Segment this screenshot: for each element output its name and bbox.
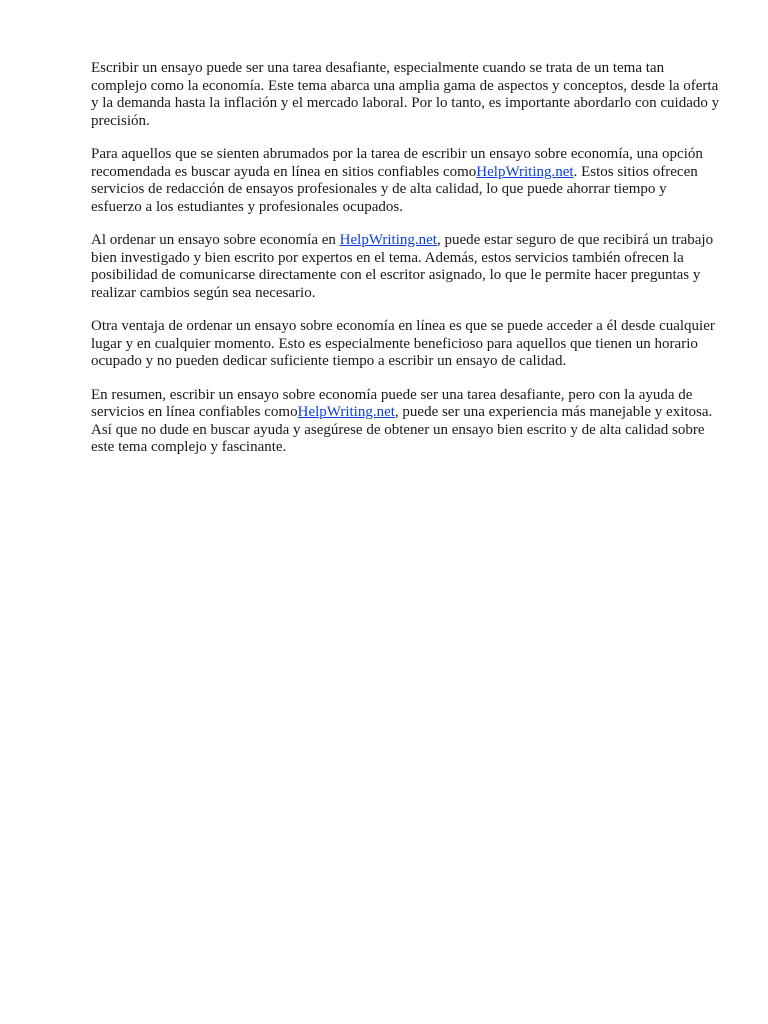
paragraph-advantage-text: Otra ventaja de ordenar un ensayo sobre economía en línea es que se puede acceder a él desde cualquier lugar y en cualquier momento. Esto es especialmente beneficioso para aquellos que tienen un horario ocupado y no pueden dedicar suficiente tiempo a escribir un ensayo de calidad. — [91, 318, 715, 369]
paragraph-summary-text-after: , puede ser una experiencia más manejable y exitosa. Así que no dude en buscar ayuda y asegúrese de obtener un ensayo bien escrito y de alta calidad sobre este tema complejo y fascinante. — [91, 404, 713, 455]
helpwriting-link-2[interactable]: HelpWriting.net — [339, 232, 437, 248]
helpwriting-link-1[interactable]: HelpWriting.net — [476, 163, 574, 180]
paragraph-ordering — [91, 232, 721, 302]
paragraph-intro — [91, 60, 721, 130]
paragraph-ordering-text-before: Al ordenar un ensayo sobre economía en — [91, 232, 340, 248]
paragraph-online-help — [91, 146, 721, 216]
paragraph-intro-text: Escribir un ensayo puede ser una tarea desafiante, especialmente cuando se trata de un tema tan complejo como la economía. Este tema abarca una amplia gama de aspectos y conceptos, desde la oferta y la demanda hasta la inflación y el mercado laboral. Por lo tanto, es importante abordarlo con cuidado y precisión. — [91, 60, 720, 129]
paragraph-summary-text-before: En resumen, escribir un ensayo sobre economía puede ser una tarea desafiante, pero con la ayuda de servicios en línea confiables como — [91, 386, 693, 420]
paragraph-online-help-text-after: . Estos sitios ofrecen servicios de redacción de ensayos profesionales y de alta calidad, lo que puede ahorrar tiempo y esfuerzo a los estudiantes y profesionales ocupados. — [91, 163, 698, 215]
paragraph-advantage — [91, 318, 721, 371]
paragraph-online-help-text-before: Para aquellos que se sienten abrumados por la tarea de escribir un ensayo sobre economía, una opción recomendada es buscar ayuda en línea en sitios confiables como — [91, 146, 703, 180]
paragraph-ordering-text-after: , puede estar seguro de que recibirá un trabajo bien investigado y bien escrito por expertos en el tema. Además, estos servicios también ofrecen la posibilidad de comunicarse directamente con el escritor asignado, lo que le permite hacer preguntas y realizar cambios según sea necesario. — [91, 232, 714, 301]
helpwriting-link-3[interactable]: HelpWriting.net — [297, 404, 395, 420]
paragraph-summary — [91, 387, 721, 457]
document-body — [91, 60, 721, 473]
